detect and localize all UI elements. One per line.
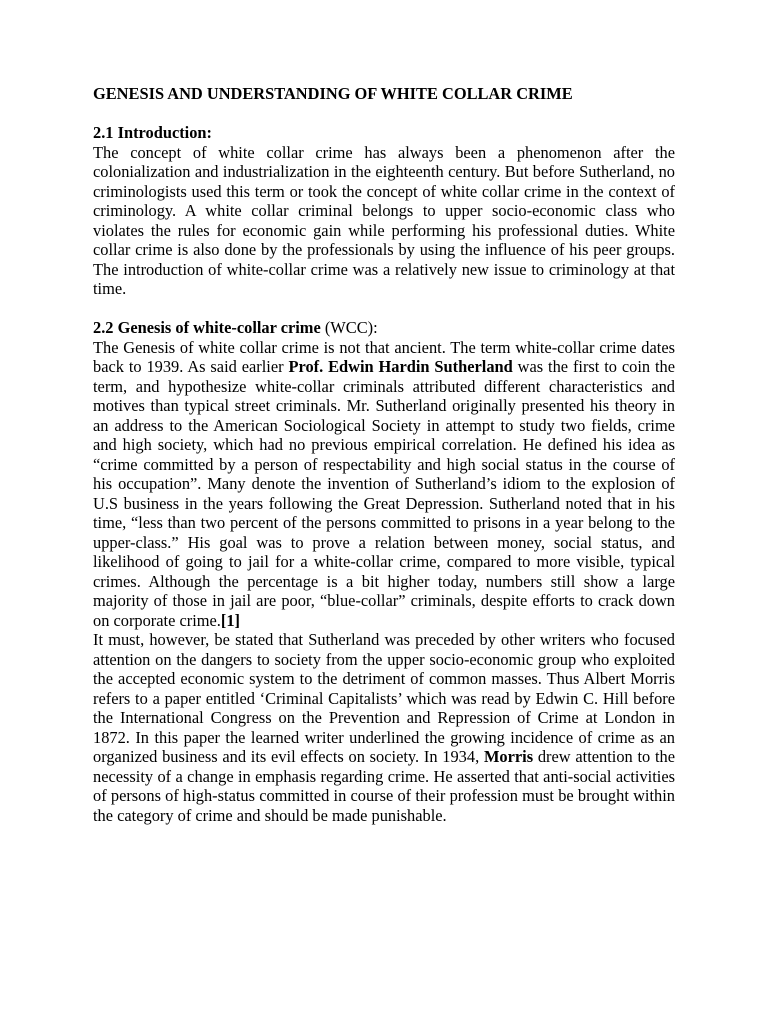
- paragraph-text: was the first to coin the term, and hypothesize white-collar criminals attributed different characteristics and motives than typical street criminals. Mr. Sutherland originally presented his theory in an address to the American Sociological Society in attempt to study two fields, crime and high society, which had no previous empirical correlation. He defined his idea as “crime committed by a person of respectability and high social status in the course of his occupation”. Many denote the invention of Sutherland’s idiom to the explosion of U.S business in the years following the Great Depression. Sutherland noted that in his time, “less than two percent of the persons committed to prisons in a year belong to the upper-class.” His goal was to prove a relation between money, social status, and likelihood of going to jail for a white-collar crime, compared to more visible, typical crimes. Although the percentage is a bit higher today, numbers still show a large majority of those in jail are poor, “blue-collar” criminals, despite efforts to crack down on corporate crime.: [93, 357, 676, 630]
- genesis-paragraph-2: [93, 630, 675, 825]
- section-heading-genesis: [93, 318, 675, 338]
- document-title: GENESIS AND UNDERSTANDING OF WHITE COLLAR CRIME: [93, 84, 573, 103]
- spacer: [93, 299, 675, 319]
- heading-regular-part: (WCC):: [320, 318, 378, 337]
- document-page: [93, 84, 675, 825]
- spacer: [93, 104, 675, 124]
- genesis-paragraph-1: [93, 338, 675, 631]
- paragraph-text: drew attention to the necessity of a change in emphasis regarding crime. He asserted that anti-social activities of persons of high-status committed in course of their profession must be brought within the category of crime and should be made punishable.: [93, 747, 676, 825]
- introduction-paragraph: The concept of white collar crime has always been a phenomenon after the colonialization and industrialization in the eighteenth century. But before Sutherland, no criminologists used this term or took the concept of white collar crime in the context of criminology. A white collar criminal belongs to upper socio-economic class who violates the rules for economic gain while performing his professional duties. White collar crime is also done by the professionals by using the influence of his peer groups. The introduction of white-collar crime was a relatively new issue to criminology at that time.: [93, 142, 675, 298]
- citation-marker: [1]: [220, 610, 241, 630]
- paragraph-text: The Genesis of white collar crime is not that ancient. The term white-collar crime dates back to 1939. As said earlier: [93, 337, 675, 376]
- emphasized-name: Prof. Edwin Hardin Sutherland: [288, 357, 513, 376]
- paragraph-text: It must, however, be stated that Sutherland was preceded by other writers who focused attention on the dangers to society from the upper socio-economic group who exploited the accepted economic system to the detriment of common masses. Thus Albert Morris refers to a paper entitled ‘Criminal Capitalists’ which was read by Edwin C. Hill before the International Congress on the Prevention and Repression of Crime at London in 1872. In this paper the learned writer underlined the growing incidence of crime as an organized business and its evil effects on society. In 1934,: [93, 630, 675, 766]
- section-heading-introduction: 2.1 Introduction:: [93, 123, 212, 142]
- heading-bold-part: 2.2 Genesis of white-collar crime: [93, 318, 321, 337]
- emphasized-name: Morris: [483, 747, 534, 766]
